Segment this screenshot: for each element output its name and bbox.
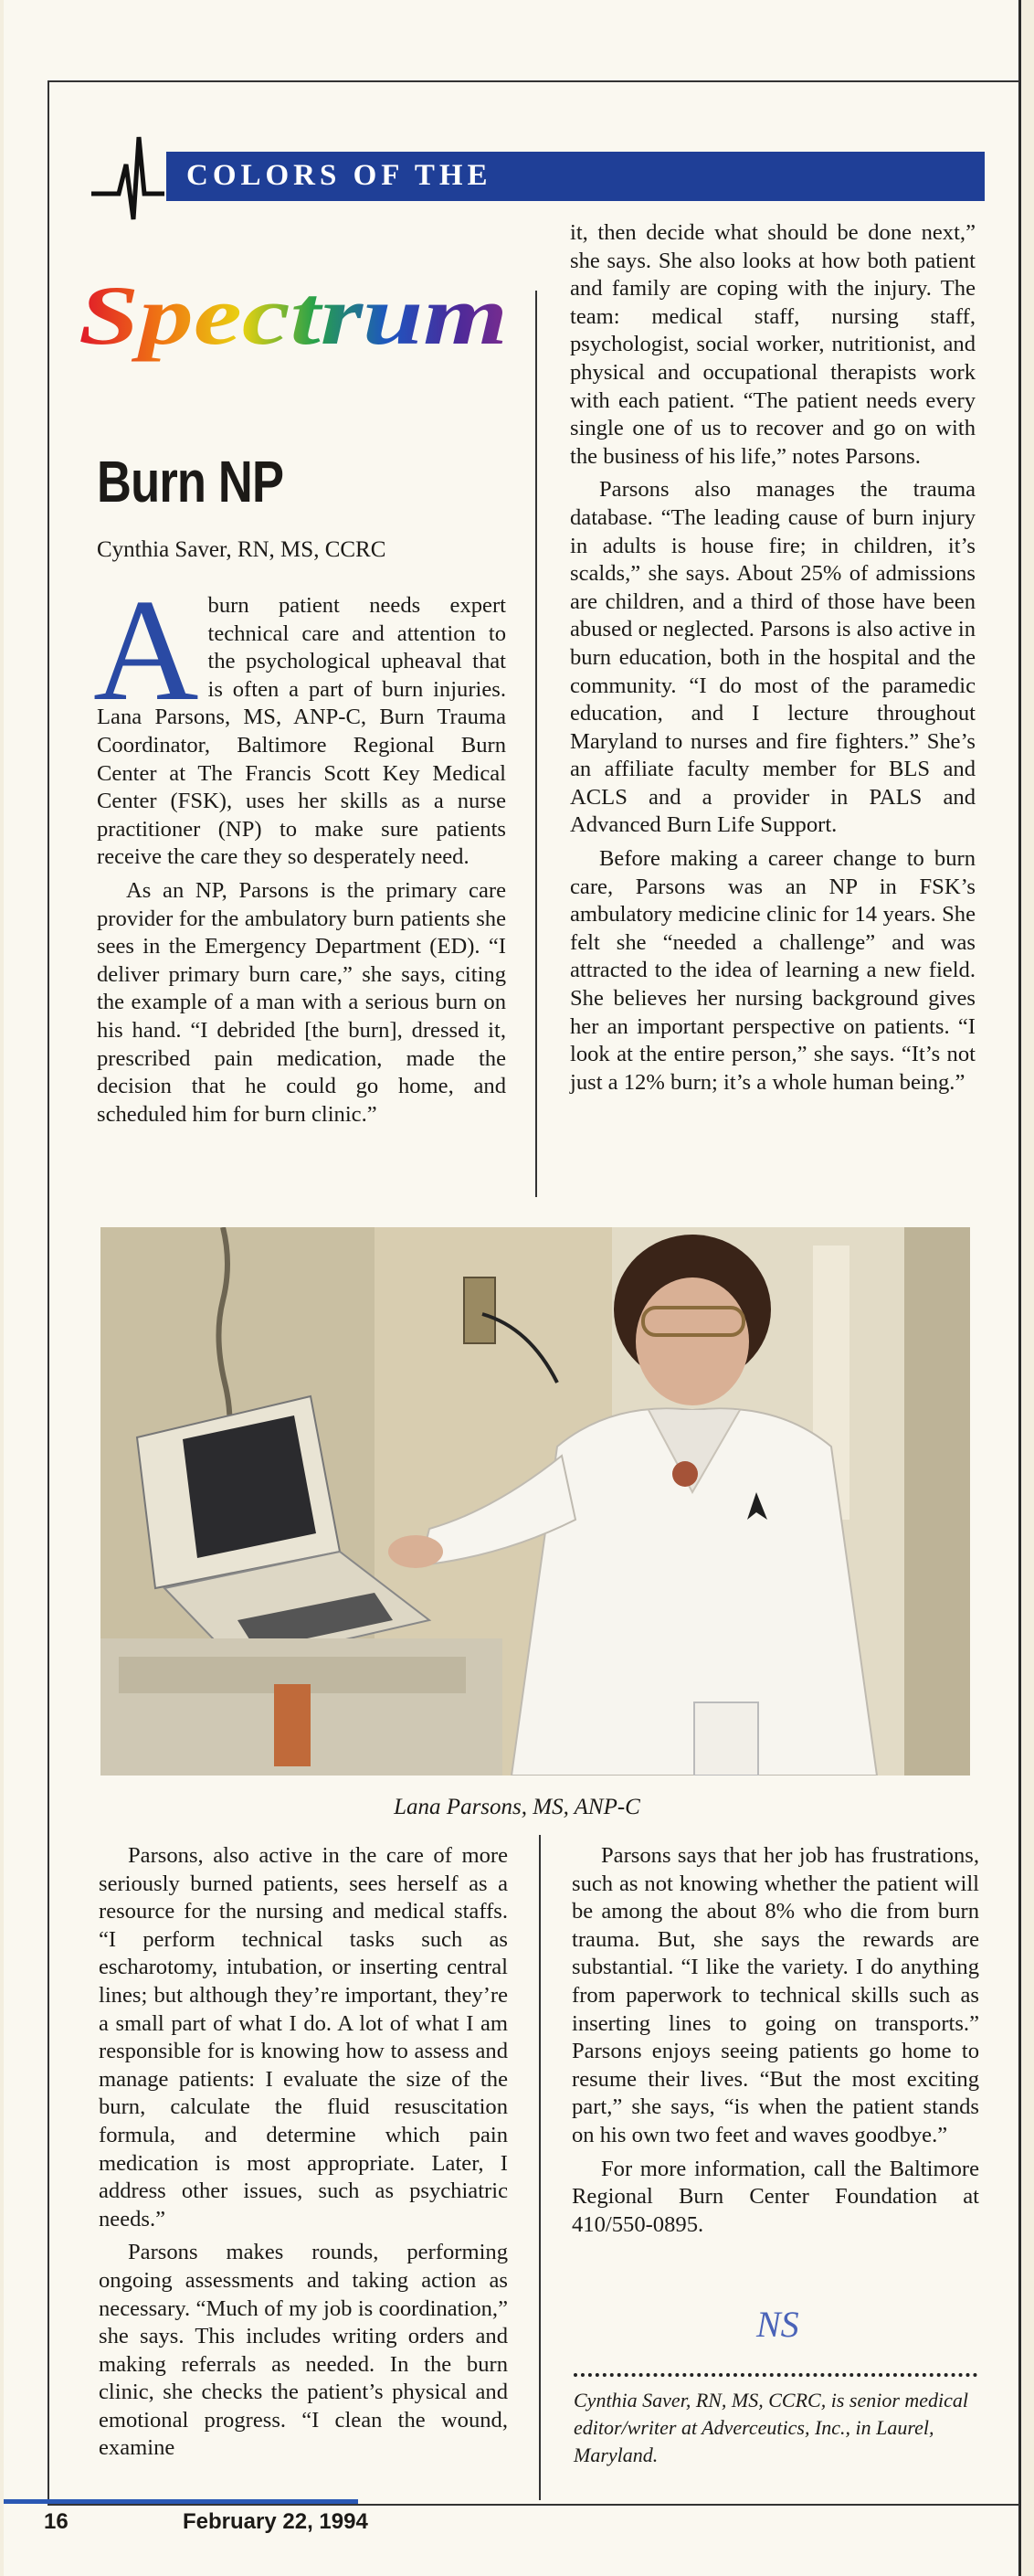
- photo-caption: Lana Parsons, MS, ANP-C: [394, 1795, 640, 1819]
- paragraph: Parsons, also active in the care of more seriously burned patients, sees herself as a resource for the nursing and medical staffs. “I perform technical tasks such as escharotomy, intubation, or inserting central lines; but although they’re important, they’re a small part of what I do. A lot of what I am responsible for is knowing how to assess and manage patients: I evaluate the size of the burn, calculate the fluid resuscitation formula, and determine which pain medication is most appropriate. Later, I address other issues, such as psychiatric needs.”: [99, 1843, 508, 2231]
- paragraph: Parsons says that her job has frustrations, such as not knowing whether the patient will be among the about 8% who die from burn trauma. But, she says the rewards are substantial. “I like the variety. I do anything from paperwork to technical skills such as inserting lines to going on transports.” Parsons enjoys seeing patients go home to resume their lives. “But the most exciting part,” she says, “is when the patient stands on his own two feet and waves goodbye.”: [572, 1843, 979, 2147]
- article-byline: Cynthia Saver, RN, MS, CCRC: [97, 537, 386, 562]
- column-divider: [535, 291, 537, 1197]
- column-2: [570, 219, 976, 1102]
- photo-illustration: [100, 1227, 970, 1776]
- article-photo: [100, 1227, 970, 1776]
- paragraph: it, then decide what should be done next,” she says. She also looks at how both patient and family are coping with the injury. The team: medical staff, nursing staff, psychologist, social worker, nutritionist, and physical and occupational therapists work with each patient. “The patient needs every single one of us to recover and go on with the business of his life,” notes Parsons.: [570, 220, 976, 469]
- drop-cap: A: [93, 568, 199, 731]
- column-4: [572, 1842, 979, 2244]
- paragraph: Parsons makes rounds, performing ongoing assessments and taking action as necessary. “Much of my job is coordination,” she says. This includes writing orders and making referrals as needed. In the burn clinic, she checks the patient’s physical and emotional progress. “I clean the wound, examine: [99, 2240, 508, 2461]
- banner-text: COLORS OF THE: [186, 159, 492, 192]
- paragraph-text: burn patient needs expert technical care and attention to the psychological upheaval that is often a part of burn injuries. Lana Parsons, MS, ANP-C, Burn Trauma Coordinator, Baltimore Regional Burn Center at The Francis Scott Key Medical Center (FSK), uses her skills as a nurse practitioner (NP) to make sure patients receive the care they so desperately need.: [97, 593, 506, 870]
- heartbeat-icon: [91, 128, 164, 228]
- paragraph: For more information, call the Baltimore Regional Burn Center Foundation at 410/550-0895.: [572, 2156, 979, 2237]
- paragraph: [93, 568, 506, 872]
- footer-accent-rule: [4, 2499, 358, 2504]
- dotted-divider: [574, 2373, 977, 2377]
- author-bio: Cynthia Saver, RN, MS, CCRC, is senior medical editor/writer at Adverceutics, Inc., in Laurel, Maryland.: [574, 2389, 969, 2466]
- paragraph: As an NP, Parsons is the primary care provider for the ambulatory burn patients she sees in the Emergency Department (ED). “I deliver primary burn care,” she says, citing the example of a man with a serious burn on his hand. “I debrided [the burn], dressed it, prescribed pain medication, made the decision that he could go home, and scheduled him for burn clinic.”: [97, 877, 506, 1127]
- page-number: 16: [44, 2509, 69, 2534]
- section-banner: [166, 152, 985, 201]
- column-1: [93, 568, 506, 1134]
- spectrum-word: Spectrum: [79, 269, 508, 362]
- paragraph: Before making a career change to burn care, Parsons was an NP in FSK’s ambulatory medicine clinic for 14 years. She felt she “needed a challenge” and was attracted to the idea of learning a new field. She believes her nursing background gives her an important perspective on patients. “I look at the entire person,” she says. “It’s not just a 12% burn; it’s a whole human being.”: [570, 846, 976, 1095]
- paragraph: Parsons also manages the trauma database. “The leading cause of burn injury in adults is house fire; in children, it’s scalds,” she says. About 25% of admissions are children, and a third of those have been abused or neglected. Parsons is also active in burn education, both in the hospital and the community. “I do most of the paramedic education, and I lecture throughout Maryland to nurses and fire fighters.” She’s an affiliate faculty member for BLS and ACLS and a provider in PALS and Advanced Burn Life Support.: [570, 477, 976, 838]
- article-title: Burn NP: [97, 449, 284, 514]
- column-3: [99, 1842, 508, 2468]
- column-divider: [539, 1835, 541, 2500]
- author-initials: NS: [756, 2304, 799, 2345]
- spectrum-logo: [75, 267, 522, 384]
- issue-date: February 22, 1994: [183, 2509, 368, 2534]
